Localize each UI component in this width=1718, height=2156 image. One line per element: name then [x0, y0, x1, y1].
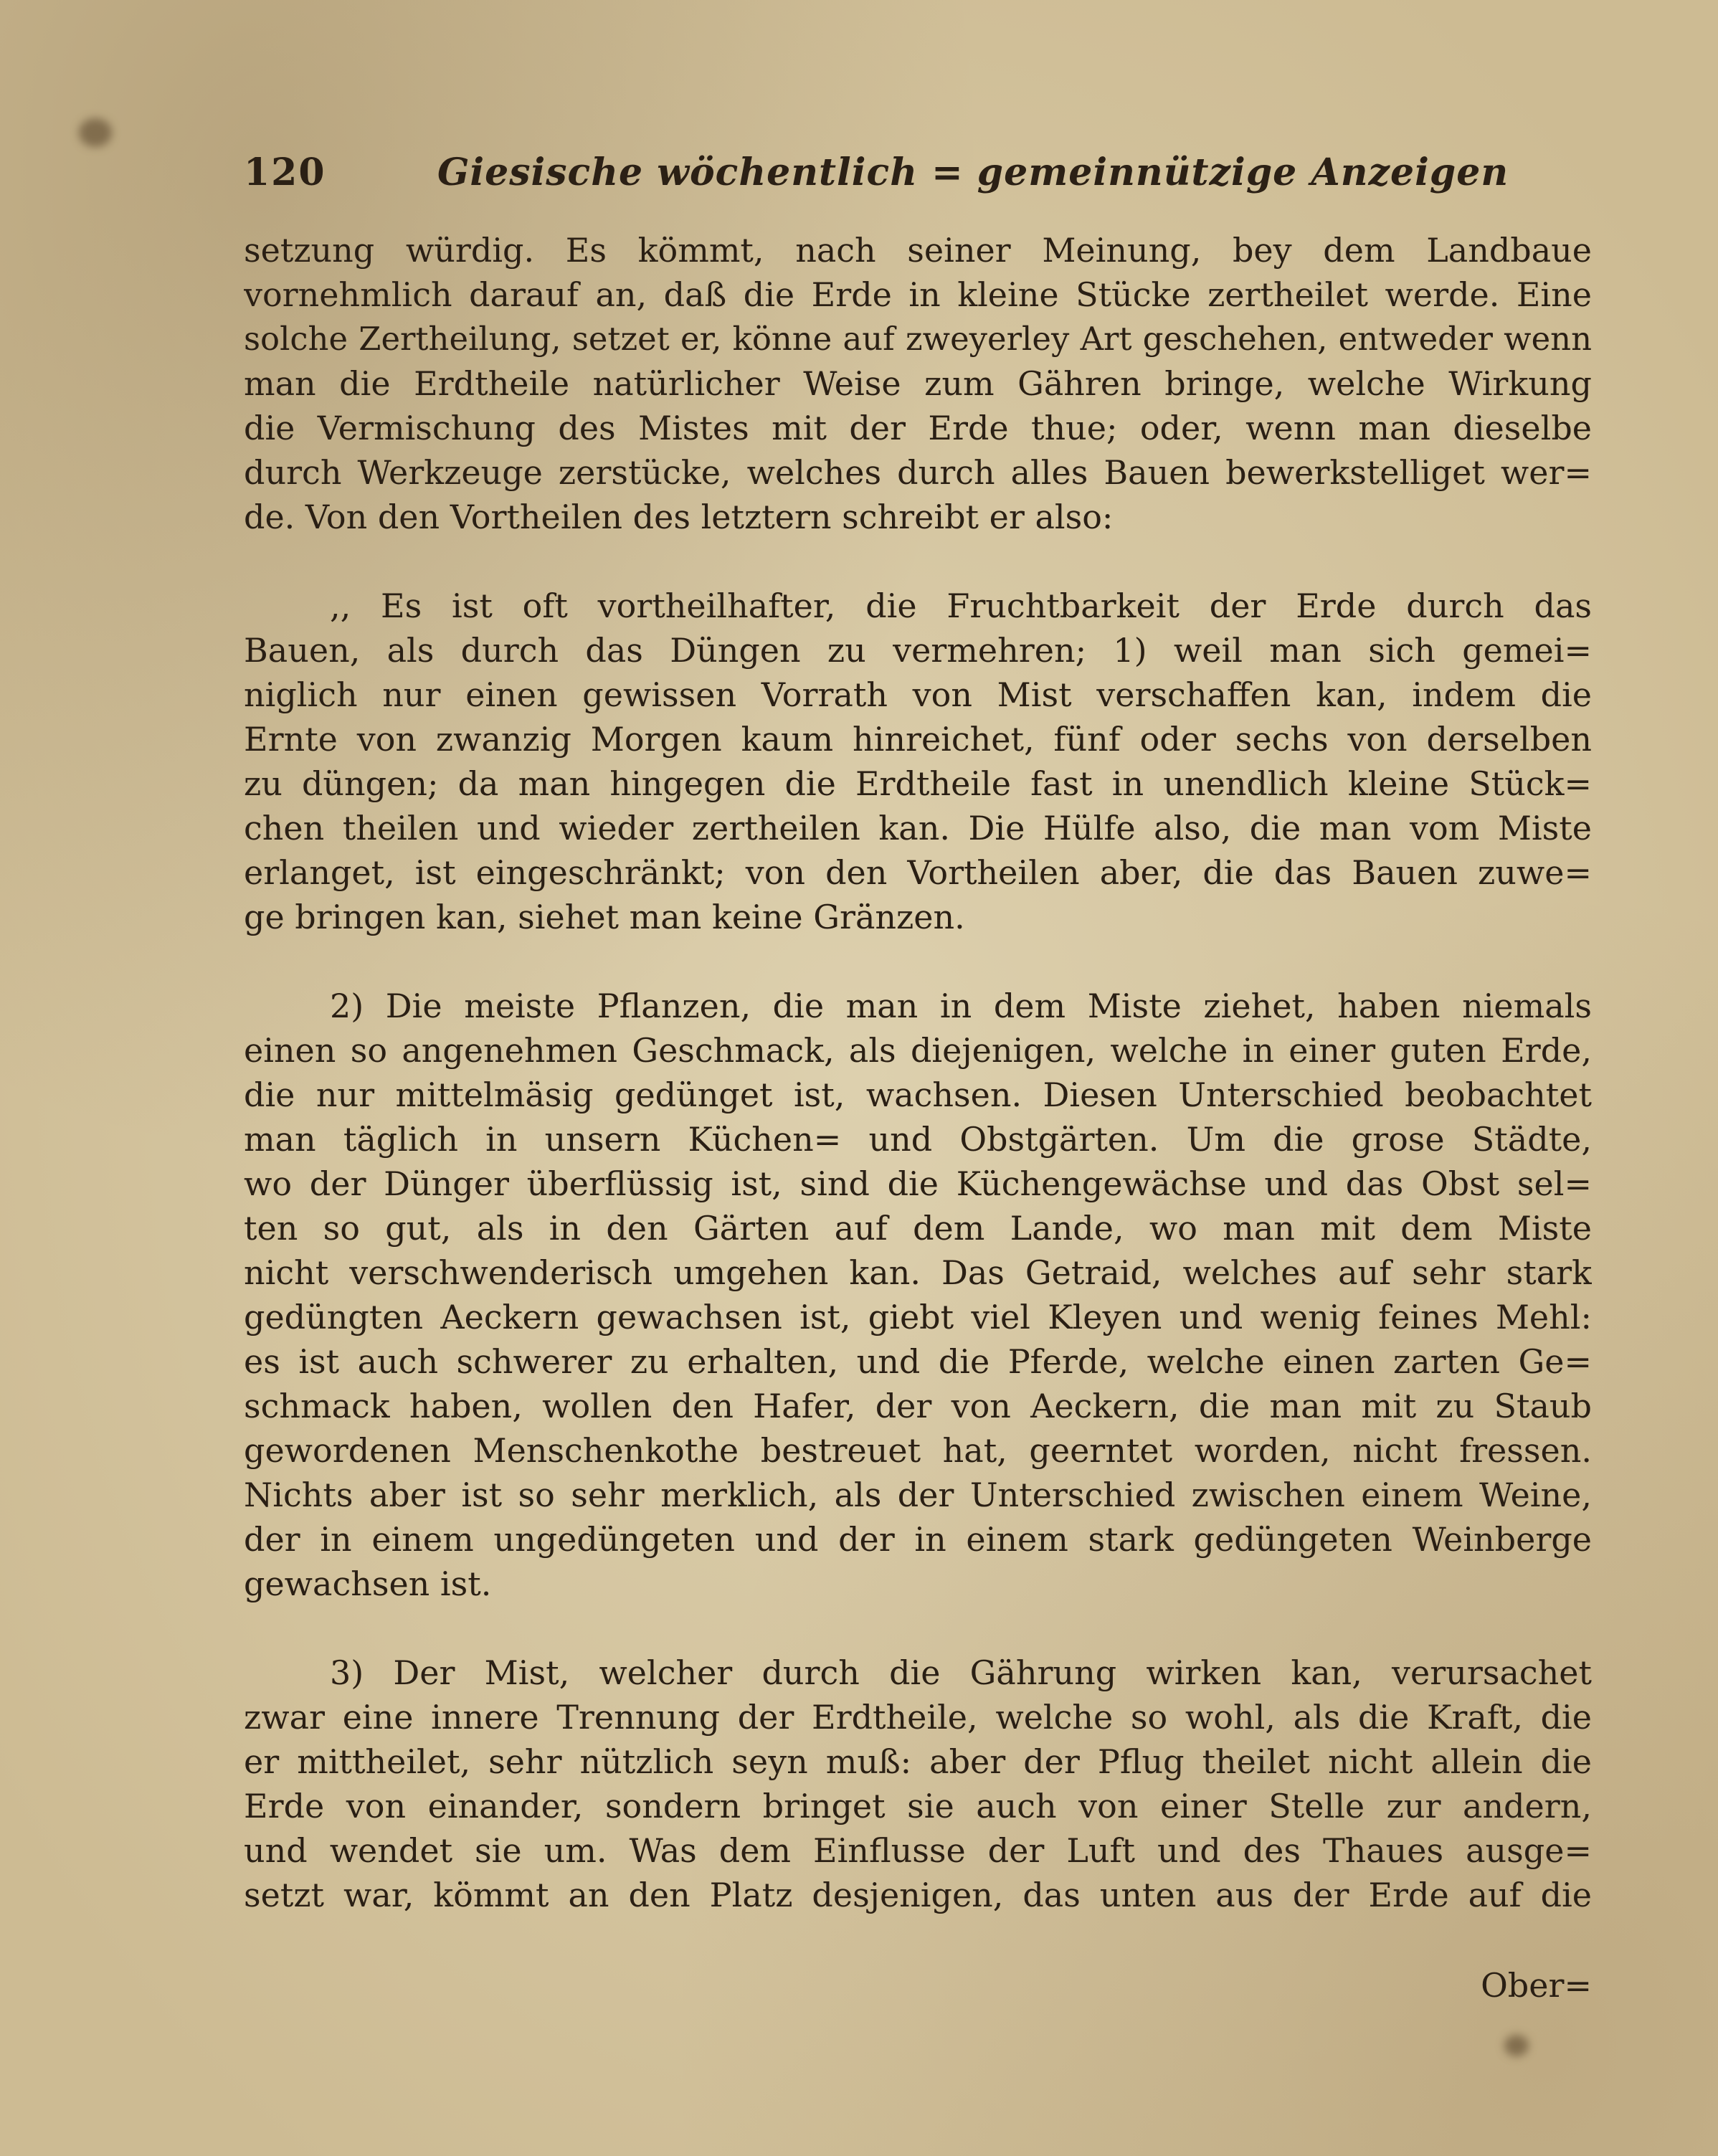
catchword: Ober= — [1481, 1966, 1592, 2005]
text-line: setzung würdig. Es kömmt, nach seiner Meinung, bey dem Landbaue — [244, 231, 1592, 270]
text-line: chen theilen und wieder zertheilen kan. Die Hülfe also, die man vom Miste — [244, 809, 1592, 847]
paragraph — [244, 228, 1592, 539]
text-line: gewordenen Menschenkothe bestreuet hat, geerntet worden, nicht fressen. — [244, 1431, 1592, 1470]
paragraph — [244, 1651, 1592, 1917]
page-header — [244, 151, 1509, 208]
text-line: die nur mittelmäsig gedünget ist, wachsen. Diesen Unterschied beobachtet — [244, 1075, 1592, 1114]
text-line: vornehmlich darauf an, daß die Erde in kleine Stücke zertheilet werde. Eine — [244, 275, 1592, 314]
text-line: Bauen, als durch das Düngen zu vermehren; 1) weil man sich gemei= — [244, 631, 1592, 670]
text-line: solche Zertheilung, setzet er, könne auf zweyerley Art geschehen, entweder wenn — [244, 320, 1592, 358]
text-line: durch Werkzeuge zerstücke, welches durch alles Bauen bewerkstelliget wer= — [244, 453, 1592, 492]
text-line: wo der Dünger überflüssig ist, sind die Küchengewächse und das Obst sel= — [244, 1164, 1592, 1203]
text-line: einen so angenehmen Geschmack, als diejenigen, welche in einer guten Erde, — [244, 1031, 1592, 1070]
text-line: ten so gut, als in den Gärten auf dem Lande, wo man mit dem Miste — [244, 1209, 1592, 1248]
text-line: die Vermischung des Mistes mit der Erde thue; oder, wenn man dieselbe — [244, 409, 1592, 447]
text-line: 3) Der Mist, welcher durch die Gährung wirken kan, verursachet — [330, 1653, 1592, 1692]
text-line: man täglich in unsern Küchen= und Obstgärten. Um die grose Städte, — [244, 1120, 1592, 1159]
body-text — [244, 228, 1592, 1917]
text-line: Ernte von zwanzig Morgen kaum hinreichet, fünf oder sechs von derselben — [244, 720, 1592, 759]
text-line: gewachsen ist. — [244, 1564, 492, 1603]
running-title: Giesische wöchentlich = gemeinnützige Anzeigen — [437, 151, 1509, 194]
text-line: und wendet sie um. Was dem Einflusse der Luft und des Thaues ausge= — [244, 1831, 1592, 1870]
text-line: Nichts aber ist so sehr merklich, als der Unterschied zwischen einem Weine, — [244, 1476, 1592, 1514]
text-line: der in einem ungedüngeten und der in einem stark gedüngeten Weinberge — [244, 1520, 1592, 1559]
text-line: man die Erdtheile natürlicher Weise zum Gähren bringe, welche Wirkung — [244, 364, 1592, 403]
text-line: de. Von den Vortheilen des letztern schreibt er also: — [244, 498, 1114, 536]
paragraph — [244, 584, 1592, 939]
text-line: ,, Es ist oft vortheilhafter, die Fruchtbarkeit der Erde durch das — [330, 587, 1592, 625]
text-line: ge bringen kan, siehet man keine Gränzen. — [244, 898, 965, 936]
text-line: schmack haben, wollen den Hafer, der von Aeckern, die man mit zu Staub — [244, 1387, 1592, 1425]
page-number: 120 — [244, 151, 326, 194]
text-line: er mittheilet, sehr nützlich seyn muß: aber der Pflug theilet nicht allein die — [244, 1742, 1592, 1781]
text-line: es ist auch schwerer zu erhalten, und die Pferde, welche einen zarten Ge= — [244, 1342, 1592, 1381]
text-line: niglich nur einen gewissen Vorrath von Mist verschaffen kan, indem die — [244, 675, 1592, 714]
ink-stain — [1504, 2035, 1529, 2056]
text-line: zu düngen; da man hingegen die Erdtheile fast in unendlich kleine Stück= — [244, 764, 1592, 803]
text-line: setzt war, kömmt an den Platz desjenigen, das unten aus der Erde auf die — [244, 1876, 1592, 1914]
text-line: zwar eine innere Trennung der Erdtheile, welche so wohl, als die Kraft, die — [244, 1698, 1592, 1737]
ink-stain — [79, 118, 112, 147]
paragraph — [244, 984, 1592, 1606]
text-line: nicht verschwenderisch umgehen kan. Das Getraid, welches auf sehr stark — [244, 1253, 1592, 1292]
text-line: erlanget, ist eingeschränkt; von den Vortheilen aber, die das Bauen zuwe= — [244, 853, 1592, 892]
text-line: 2) Die meiste Pflanzen, die man in dem Miste ziehet, haben niemals — [330, 987, 1592, 1025]
text-line: gedüngten Aeckern gewachsen ist, giebt viel Kleyen und wenig feines Mehl: — [244, 1298, 1592, 1336]
text-line: Erde von einander, sondern bringet sie auch von einer Stelle zur andern, — [244, 1787, 1592, 1825]
